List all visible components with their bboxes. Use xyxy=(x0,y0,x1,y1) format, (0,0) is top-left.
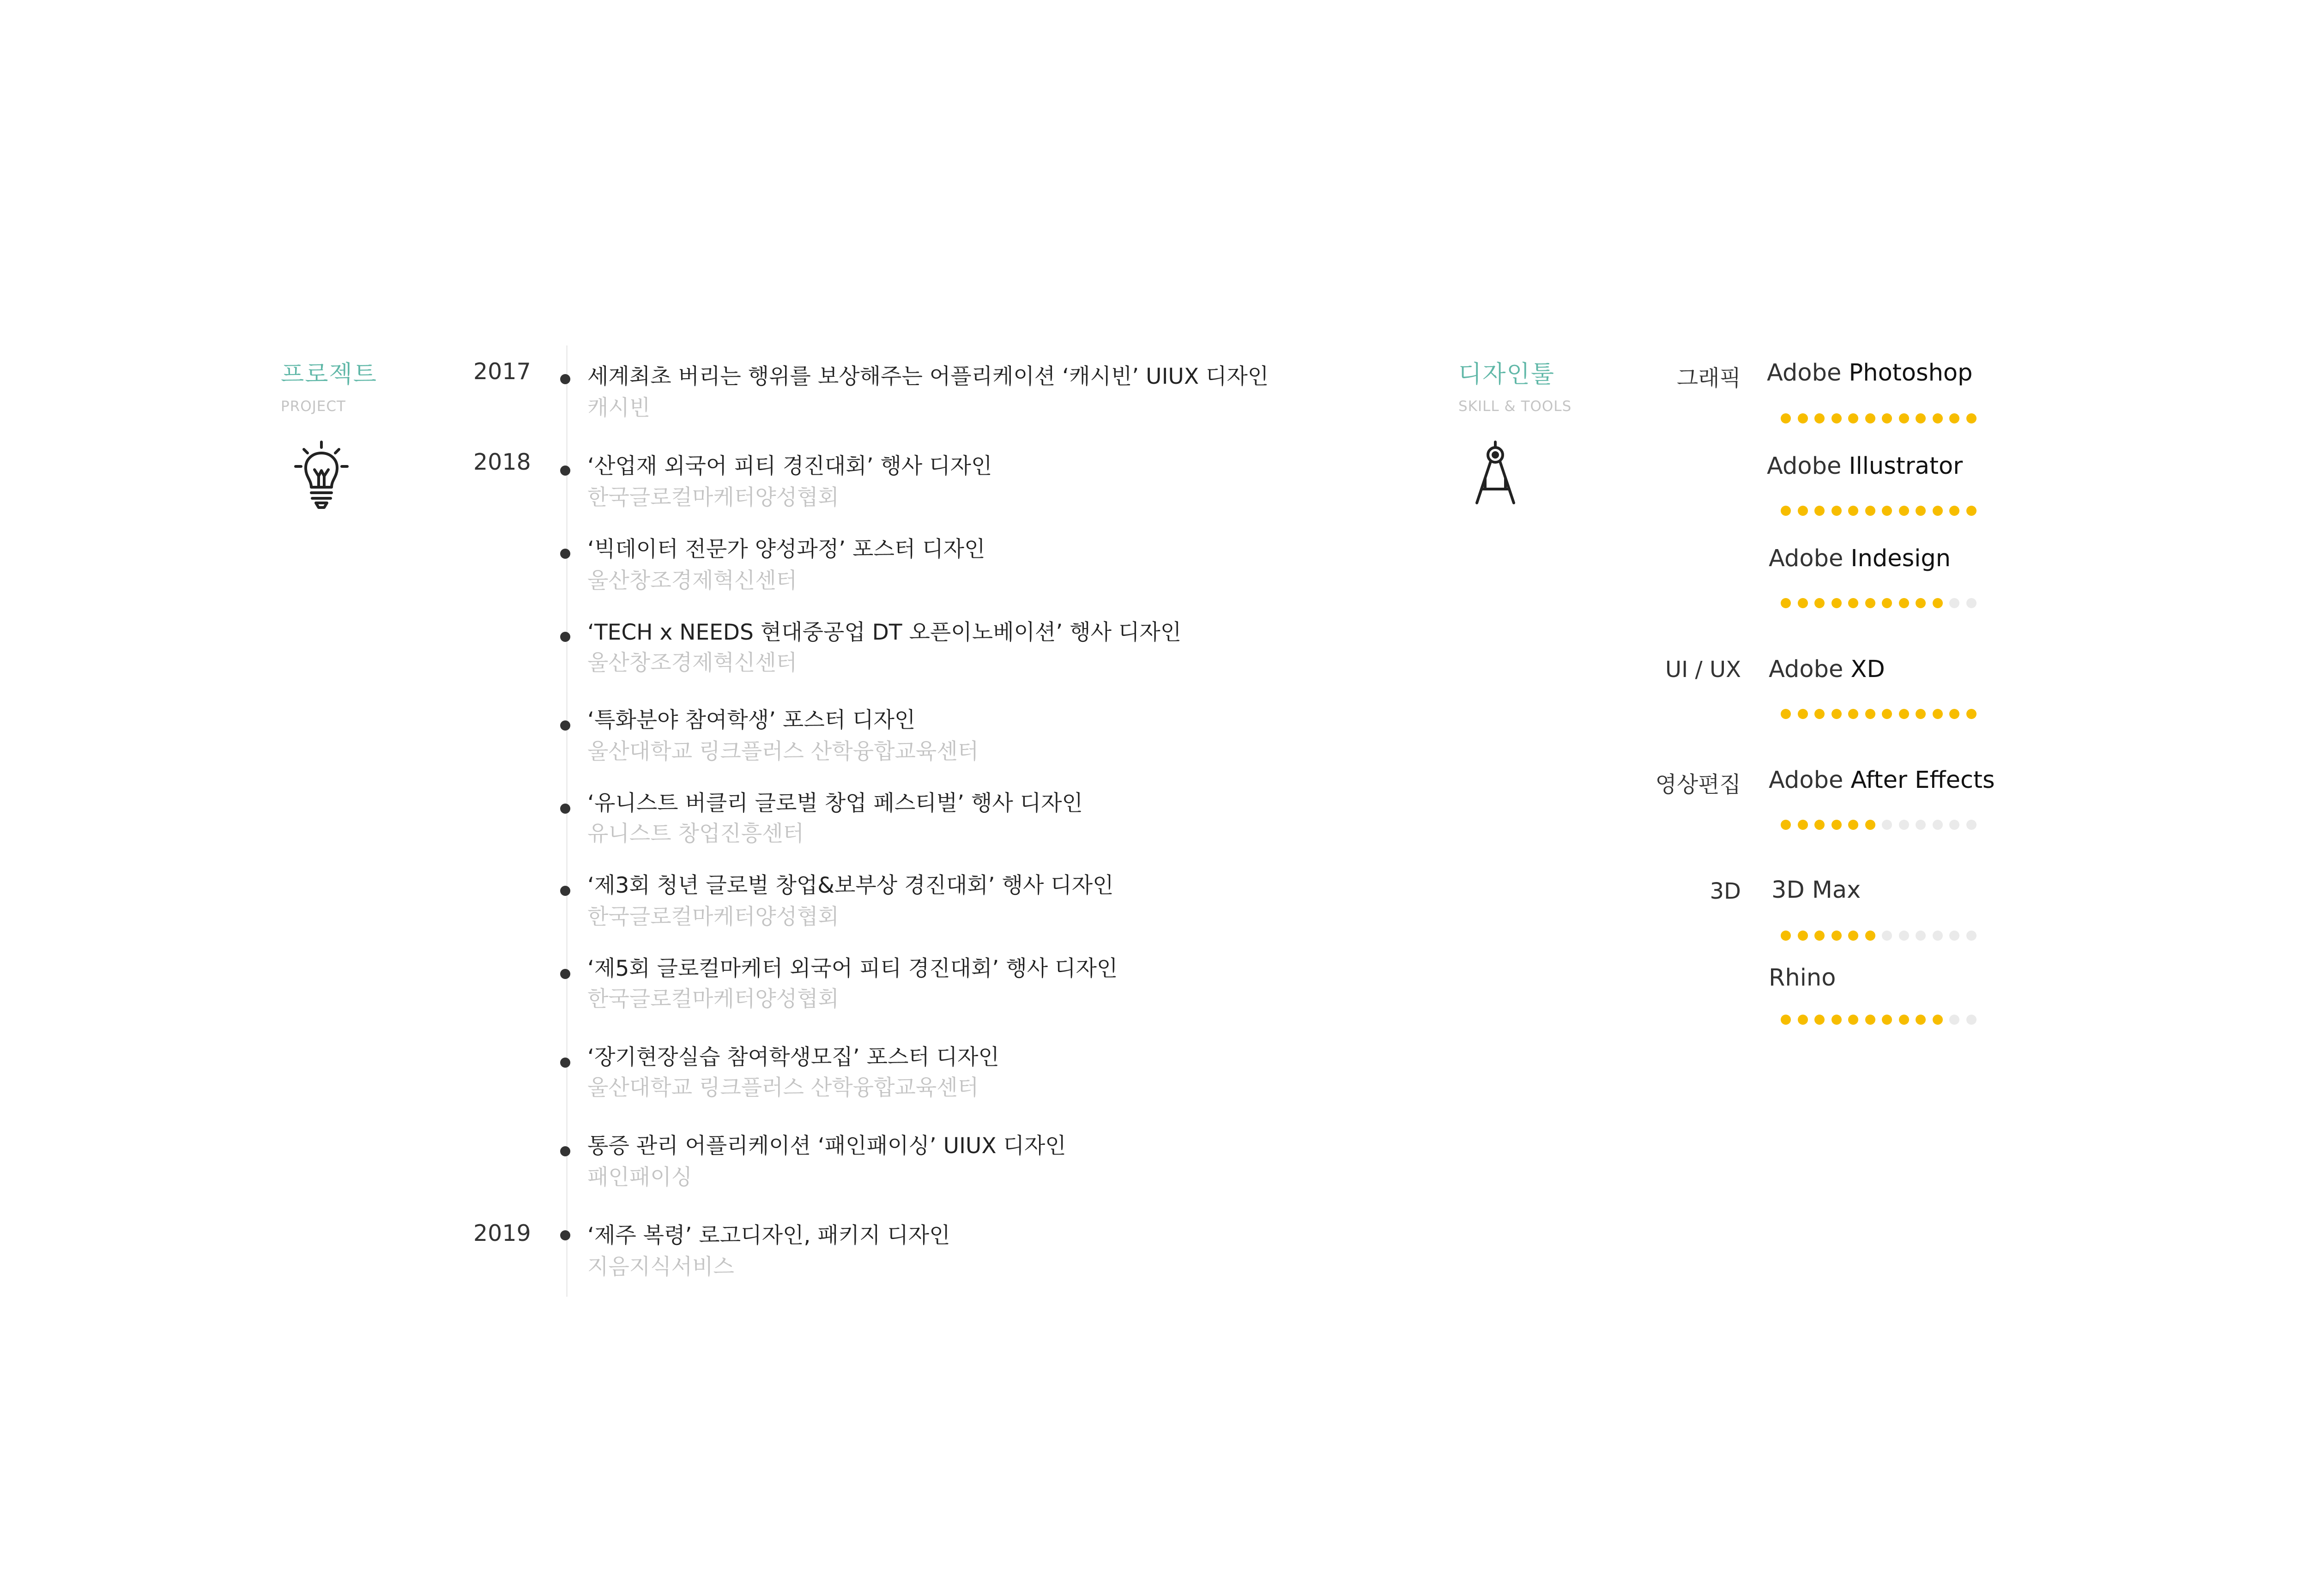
rating-illustrator xyxy=(1781,506,1977,516)
rating-dot-filled xyxy=(1865,598,1875,608)
project-title-4: ‘TECH x NEEDS 현대중공업 DT 오픈이노베이션’ 행사 디자인 xyxy=(587,620,1182,645)
rating-dot-empty xyxy=(1966,820,1977,830)
project-subtitle: PROJECT xyxy=(281,398,346,415)
rating-dot-filled xyxy=(1831,413,1842,423)
rating-dot-filled xyxy=(1831,709,1842,719)
tool-name-xd: Adobe XD xyxy=(1769,656,1885,683)
rating-dot-filled xyxy=(1882,413,1892,423)
timeline-dot xyxy=(560,969,570,979)
rating-after-effects xyxy=(1781,820,1977,830)
rating-dot-filled xyxy=(1933,709,1943,719)
rating-dot-filled xyxy=(1798,931,1808,941)
category-video: 영상편집 xyxy=(1655,772,1741,798)
rating-dot-filled xyxy=(1966,709,1977,719)
category-3d: 3D xyxy=(1710,878,1741,904)
rating-dot-filled xyxy=(1949,506,1959,516)
rating-dot-filled xyxy=(1781,1015,1791,1025)
rating-dot-filled xyxy=(1882,506,1892,516)
project-title-6: ‘유니스트 버클리 글로벌 창업 페스티벌’ 행사 디자인 xyxy=(587,791,1083,816)
rating-dot-filled xyxy=(1814,709,1825,719)
rating-rhino xyxy=(1781,1015,1977,1025)
rating-dot-filled xyxy=(1814,820,1825,830)
timeline-dot xyxy=(560,804,570,814)
timeline-dot xyxy=(560,720,570,731)
rating-xd xyxy=(1781,709,1977,719)
rating-dot-filled xyxy=(1831,820,1842,830)
rating-dot-empty xyxy=(1966,598,1977,608)
rating-dot-filled xyxy=(1831,506,1842,516)
project-org-8: 한국글로컬마케터양성협회 xyxy=(587,986,839,1012)
category-graphic: 그래픽 xyxy=(1676,365,1741,391)
timeline-dot xyxy=(560,466,570,476)
rating-dot-empty xyxy=(1882,820,1892,830)
rating-dot-filled xyxy=(1865,931,1875,941)
rating-dot-filled xyxy=(1966,506,1977,516)
project-org-2: 한국글로컬마케터양성협회 xyxy=(587,485,839,510)
rating-dot-filled xyxy=(1949,413,1959,423)
rating-dot-filled xyxy=(1899,413,1909,423)
rating-dot-filled xyxy=(1933,506,1943,516)
tools-title: 디자인툴 xyxy=(1458,361,1555,388)
rating-dot-filled xyxy=(1781,506,1791,516)
rating-dot-filled xyxy=(1933,598,1943,608)
rating-dot-filled xyxy=(1798,506,1808,516)
project-org-7: 한국글로컬마케터양성협회 xyxy=(587,904,839,930)
rating-dot-empty xyxy=(1933,820,1943,830)
rating-dot-filled xyxy=(1798,1015,1808,1025)
rating-dot-empty xyxy=(1899,931,1909,941)
rating-dot-filled xyxy=(1798,709,1808,719)
project-title-2: ‘산업재 외국어 피티 경진대회’ 행사 디자인 xyxy=(587,453,992,479)
rating-3dmax xyxy=(1781,931,1977,941)
rating-dot-filled xyxy=(1865,506,1875,516)
rating-indesign xyxy=(1781,598,1977,608)
project-title: 프로젝트 xyxy=(281,361,377,388)
project-org-1: 캐시빈 xyxy=(587,395,651,421)
rating-dot-filled xyxy=(1865,709,1875,719)
timeline-dot xyxy=(560,549,570,559)
rating-dot-filled xyxy=(1916,506,1926,516)
rating-dot-filled xyxy=(1949,709,1959,719)
rating-dot-filled xyxy=(1899,1015,1909,1025)
tool-name-after-effects: Adobe After Effects xyxy=(1769,767,1995,794)
timeline-dot xyxy=(560,374,570,384)
rating-dot-filled xyxy=(1798,820,1808,830)
rating-dot-filled xyxy=(1814,413,1825,423)
rating-dot-filled xyxy=(1848,413,1858,423)
rating-photoshop xyxy=(1781,413,1977,423)
rating-dot-filled xyxy=(1916,1015,1926,1025)
rating-dot-filled xyxy=(1966,413,1977,423)
project-org-10: 패인패이싱 xyxy=(587,1165,693,1190)
project-org-4: 울산창조경제혁신센터 xyxy=(587,650,798,676)
rating-dot-filled xyxy=(1899,506,1909,516)
rating-dot-empty xyxy=(1949,931,1959,941)
project-title-8: ‘제5회 글로컬마케터 외국어 피티 경진대회’ 행사 디자인 xyxy=(587,956,1118,981)
rating-dot-empty xyxy=(1966,1015,1977,1025)
rating-dot-empty xyxy=(1966,931,1977,941)
rating-dot-filled xyxy=(1916,709,1926,719)
rating-dot-filled xyxy=(1848,931,1858,941)
lightbulb-icon xyxy=(294,441,349,510)
rating-dot-filled xyxy=(1848,598,1858,608)
rating-dot-filled xyxy=(1814,1015,1825,1025)
compass-icon xyxy=(1472,441,1518,506)
rating-dot-filled xyxy=(1882,598,1892,608)
rating-dot-empty xyxy=(1916,820,1926,830)
rating-dot-filled xyxy=(1814,931,1825,941)
rating-dot-filled xyxy=(1916,413,1926,423)
rating-dot-filled xyxy=(1781,413,1791,423)
rating-dot-filled xyxy=(1798,413,1808,423)
rating-dot-filled xyxy=(1865,1015,1875,1025)
rating-dot-empty xyxy=(1933,931,1943,941)
timeline-dot xyxy=(560,1058,570,1068)
rating-dot-filled xyxy=(1848,506,1858,516)
tool-name-indesign: Adobe Indesign xyxy=(1769,545,1951,572)
rating-dot-filled xyxy=(1882,1015,1892,1025)
year-2018: 2018 xyxy=(473,449,531,475)
rating-dot-filled xyxy=(1831,931,1842,941)
rating-dot-filled xyxy=(1865,413,1875,423)
rating-dot-filled xyxy=(1899,598,1909,608)
rating-dot-empty xyxy=(1882,931,1892,941)
rating-dot-filled xyxy=(1781,598,1791,608)
rating-dot-filled xyxy=(1916,598,1926,608)
project-title-10: 통증 관리 어플리케이션 ‘패인패이싱’ UIUX 디자인 xyxy=(587,1133,1066,1159)
project-org-5: 울산대학교 링크플러스 산학융합교육센터 xyxy=(587,739,979,764)
rating-dot-filled xyxy=(1781,820,1791,830)
timeline-dot xyxy=(560,632,570,642)
project-title-9: ‘장기현장실습 참여학생모집’ 포스터 디자인 xyxy=(587,1045,999,1070)
tool-name-rhino: Rhino xyxy=(1769,964,1836,991)
tool-name-photoshop: Adobe Photoshop xyxy=(1767,359,1973,387)
rating-dot-empty xyxy=(1949,598,1959,608)
project-title-7: ‘제3회 청년 글로벌 창업&보부상 경진대회’ 행사 디자인 xyxy=(587,873,1114,898)
tools-subtitle: SKILL & TOOLS xyxy=(1458,398,1572,415)
rating-dot-filled xyxy=(1814,598,1825,608)
rating-dot-filled xyxy=(1831,598,1842,608)
rating-dot-filled xyxy=(1831,1015,1842,1025)
project-title-5: ‘특화분야 참여학생’ 포스터 디자인 xyxy=(587,707,916,733)
rating-dot-filled xyxy=(1848,820,1858,830)
project-title-11: ‘제주 복령’ 로고디자인, 패키지 디자인 xyxy=(587,1223,950,1248)
timeline-dot xyxy=(560,1146,570,1156)
rating-dot-empty xyxy=(1916,931,1926,941)
category-uiux: UI / UX xyxy=(1665,657,1741,683)
timeline-dot xyxy=(560,886,570,896)
rating-dot-filled xyxy=(1848,709,1858,719)
rating-dot-empty xyxy=(1949,820,1959,830)
rating-dot-filled xyxy=(1882,709,1892,719)
rating-dot-filled xyxy=(1814,506,1825,516)
rating-dot-filled xyxy=(1781,709,1791,719)
year-2019: 2019 xyxy=(473,1220,531,1246)
rating-dot-filled xyxy=(1933,413,1943,423)
project-title-3: ‘빅데이터 전문가 양성과정’ 포스터 디자인 xyxy=(587,537,985,562)
project-org-9: 울산대학교 링크플러스 산학융합교육센터 xyxy=(587,1075,979,1100)
rating-dot-filled xyxy=(1781,931,1791,941)
tool-name-illustrator: Adobe Illustrator xyxy=(1767,453,1963,480)
tool-name-3dmax: 3D Max xyxy=(1771,877,1861,904)
project-org-3: 울산창조경제혁신센터 xyxy=(587,568,798,593)
rating-dot-filled xyxy=(1798,598,1808,608)
rating-dot-filled xyxy=(1848,1015,1858,1025)
rating-dot-filled xyxy=(1933,1015,1943,1025)
timeline-dot xyxy=(560,1230,570,1240)
rating-dot-empty xyxy=(1949,1015,1959,1025)
project-title-1: 세계최초 버리는 행위를 보상해주는 어플리케이션 ‘캐시빈’ UIUX 디자인 xyxy=(587,364,1269,389)
rating-dot-empty xyxy=(1899,820,1909,830)
project-org-11: 지음지식서비스 xyxy=(587,1254,734,1280)
year-2017: 2017 xyxy=(473,358,531,385)
rating-dot-filled xyxy=(1865,820,1875,830)
project-org-6: 유니스트 창업진흥센터 xyxy=(587,821,804,846)
rating-dot-filled xyxy=(1899,709,1909,719)
